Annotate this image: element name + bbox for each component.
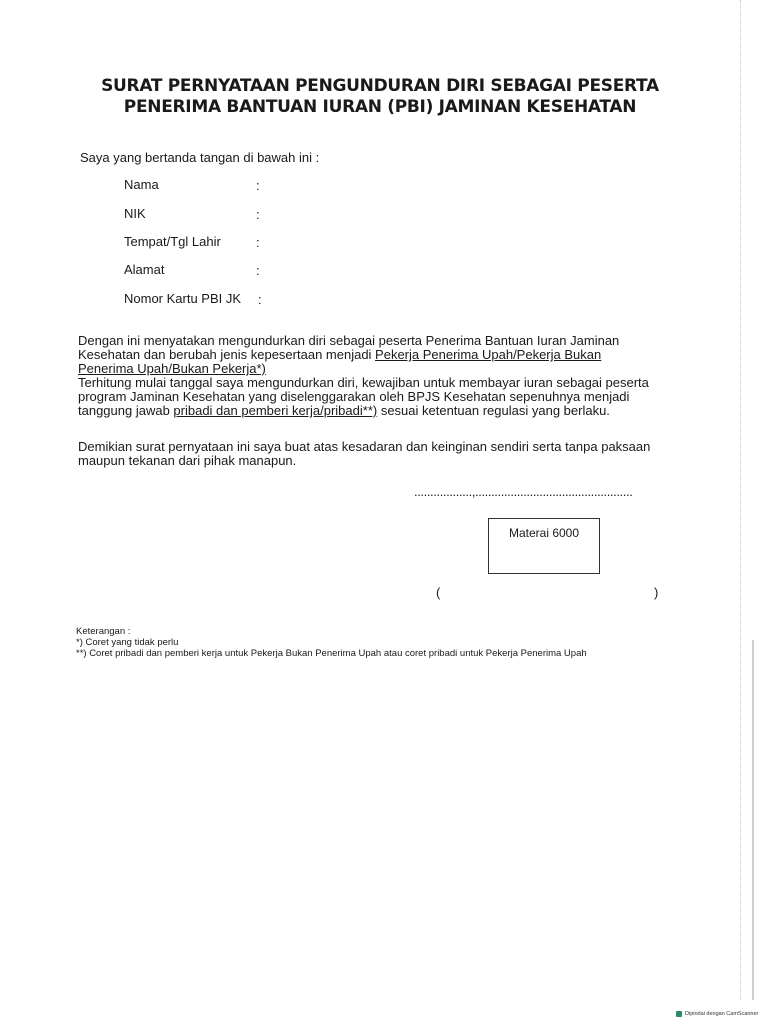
signature-paren-open: ( — [436, 585, 441, 600]
statement-line-6-text: tanggung jawab — [78, 403, 174, 418]
field-label-nomor-kartu: Nomor Kartu PBI JK — [124, 291, 242, 306]
field-label-tempat-tgl-lahir: Tempat/Tgl Lahir — [124, 234, 221, 249]
closing-paragraph — [78, 440, 664, 468]
field-label-nik: NIK — [124, 206, 146, 221]
notes-section — [76, 626, 587, 659]
field-label-nama: Nama — [124, 177, 159, 192]
note-2: **) Coret pribadi dan pemberi kerja untuk Pekerja Bukan Penerima Upah atau coret pribadi untuk Pekerja Penerima Upah — [76, 648, 587, 659]
place-date-line: ..................,................................................. — [414, 484, 633, 499]
stamp-box — [488, 518, 600, 574]
statement-line-1: Dengan ini menyatakan mengundurkan diri sebagai peserta Penerima Bantuan Iuran Jaminan — [78, 333, 620, 348]
statement-line-6 — [78, 404, 664, 418]
participant-type-option: Pekerja Penerima Upah/Pekerja Bukan — [375, 347, 602, 362]
camscanner-logo-icon — [676, 1011, 682, 1017]
stamp-label: Materai 6000 — [508, 526, 580, 540]
field-colon: : — [256, 207, 260, 222]
participant-type-option-cont: Penerima Upah/Bukan Pekerja*) — [78, 361, 266, 376]
note-1: *) Coret yang tidak perlu — [76, 637, 179, 648]
field-colon: : — [256, 263, 260, 278]
statement-line-4: Terhitung mulai tanggal saya mengundurkan diri, kewajiban untuk membayar iuran sebagai peserta — [78, 375, 649, 390]
field-colon: : — [258, 292, 262, 307]
statement-line-2-text: Kesehatan dan berubah jenis kepesertaan menjadi — [78, 347, 376, 362]
notes-heading: Keterangan : — [76, 626, 131, 637]
field-label-alamat: Alamat — [124, 262, 165, 277]
statement-paragraph — [78, 334, 664, 418]
statement-line-5: program Jaminan Kesehatan yang diselenggarakan oleh BPJS Kesehatan sepenuhnya menjadi — [78, 389, 630, 404]
field-colon: : — [256, 235, 260, 250]
field-colon: : — [256, 178, 260, 193]
closing-line-1: Demikian surat pernyataan ini saya buat atas kesadaran dan keinginan sendiri serta tanpa paksaan — [78, 439, 651, 454]
signature-paren-close: ) — [654, 585, 659, 600]
statement-line-2 — [78, 348, 664, 362]
scan-edge-line — [740, 0, 741, 1000]
statement-line-6-tail: sesuai ketentuan regulasi yang berlaku. — [377, 403, 610, 418]
scan-edge-shadow — [752, 640, 754, 1000]
responsibility-option: pribadi dan pemberi kerja/pribadi**) — [173, 403, 378, 418]
scanner-footer — [676, 1011, 758, 1017]
scanner-text: Dipindai dengan CamScanner — [685, 1011, 759, 1017]
title-line-2: PENERIMA BANTUAN IURAN (PBI) JAMINAN KESEHATAN — [123, 97, 637, 117]
title-line-1: SURAT PERNYATAAN PENGUNDURAN DIRI SEBAGAI PESERTA — [101, 76, 659, 96]
intro-text: Saya yang bertanda tangan di bawah ini : — [80, 150, 320, 165]
document-title — [60, 76, 700, 118]
closing-line-2: maupun tekanan dari pihak manapun. — [78, 453, 297, 468]
